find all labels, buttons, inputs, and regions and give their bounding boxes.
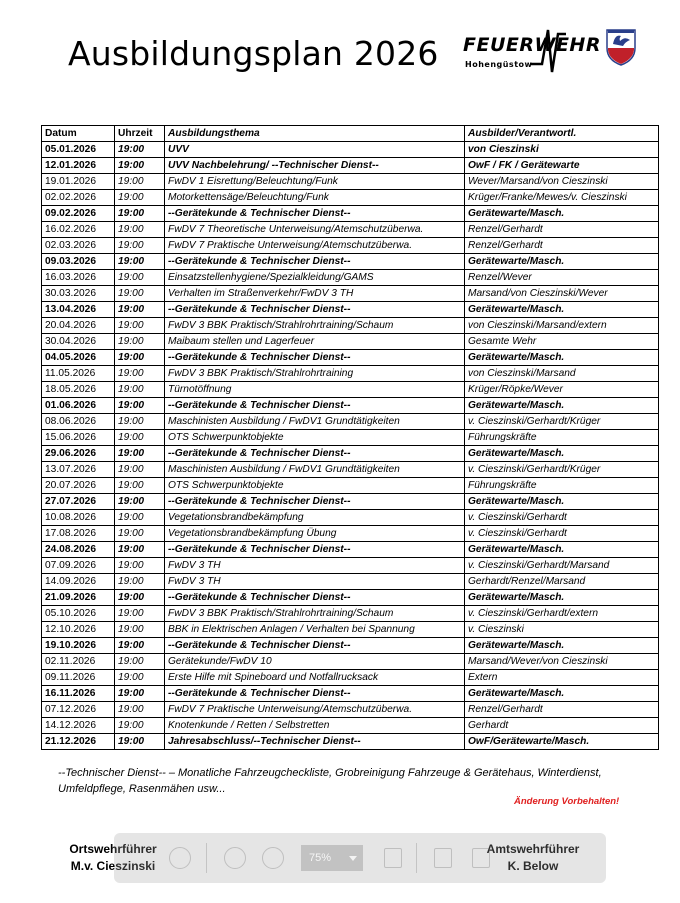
topic-cell: FwDV 7 Praktische Unterweisung/Atemschutzüberwa. [165,238,465,254]
table-row [42,270,659,286]
topic-cell: --Gerätekunde & Technischer Dienst-- [165,350,465,366]
table-row [42,654,659,670]
responsible-cell: von Cieszinski/Marsand [465,366,659,382]
time-cell: 19:00 [115,174,165,190]
time-cell: 19:00 [115,638,165,654]
time-cell: 19:00 [115,542,165,558]
time-cell: 19:00 [115,286,165,302]
table-row [42,222,659,238]
table-row [42,558,659,574]
responsible-cell: Renzel/Gerhardt [465,702,659,718]
responsible-cell: Gerätewarte/Masch. [465,350,659,366]
table-row [42,398,659,414]
time-cell: 19:00 [115,206,165,222]
date-cell: 07.09.2026 [42,558,115,574]
table-row [42,174,659,190]
responsible-cell: Gesamte Wehr [465,334,659,350]
responsible-cell: Gerhardt/Renzel/Marsand [465,574,659,590]
table-row [42,206,659,222]
toolbar-divider [416,843,417,873]
logo-brand: FEUERWEHR [463,34,601,56]
date-cell: 20.04.2026 [42,318,115,334]
date-cell: 12.10.2026 [42,622,115,638]
topic-cell: Maschinisten Ausbildung / FwDV1 Grundtätigkeiten [165,462,465,478]
time-cell: 19:00 [115,158,165,174]
topic-cell: FwDV 3 BBK Praktisch/Strahlrohrtraining [165,366,465,382]
table-row [42,526,659,542]
time-cell: 19:00 [115,670,165,686]
table-row [42,574,659,590]
topic-cell: FwDV 3 BBK Praktisch/Strahlrohrtraining/Schaum [165,318,465,334]
table-row [42,254,659,270]
responsible-cell: Gerätewarte/Masch. [465,590,659,606]
time-cell: 19:00 [115,686,165,702]
table-row [42,510,659,526]
pdf-viewer-toolbar [114,833,606,883]
table-row [42,686,659,702]
responsible-cell: Renzel/Gerhardt [465,238,659,254]
topic-cell: --Gerätekunde & Technischer Dienst-- [165,398,465,414]
fire-department-logo [460,24,640,80]
date-cell: 29.06.2026 [42,446,115,462]
responsible-cell: Wever/Marsand/von Cieszinski [465,174,659,190]
table-row [42,718,659,734]
table-row [42,542,659,558]
topic-cell: --Gerätekunde & Technischer Dienst-- [165,494,465,510]
signature-right-name: K. Below [507,859,559,873]
topic-cell: --Gerätekunde & Technischer Dienst-- [165,590,465,606]
logo-location: Hohengüstow [465,60,533,69]
date-cell: 02.03.2026 [42,238,115,254]
date-cell: 17.08.2026 [42,526,115,542]
responsible-cell: Gerätewarte/Masch. [465,638,659,654]
table-row [42,158,659,174]
date-cell: 21.12.2026 [42,734,115,750]
topic-cell: OTS Schwerpunktobjekte [165,478,465,494]
date-cell: 14.12.2026 [42,718,115,734]
table-row [42,702,659,718]
time-cell: 19:00 [115,190,165,206]
time-cell: 19:00 [115,494,165,510]
time-cell: 19:00 [115,334,165,350]
signature-right-role: Amtswehrführer [486,842,580,856]
table-row [42,414,659,430]
date-cell: 02.02.2026 [42,190,115,206]
date-cell: 09.02.2026 [42,206,115,222]
table-row [42,382,659,398]
table-row [42,590,659,606]
time-cell: 19:00 [115,222,165,238]
responsible-cell: von Cieszinski [465,142,659,158]
signature-left-role: Ortswehrführer [69,842,157,856]
header-responsible: Ausbilder/Verantwortl. [465,126,659,142]
header-date: Datum [42,126,115,142]
time-cell: 19:00 [115,622,165,638]
change-notice: Änderung Vorbehalten! [514,796,620,807]
time-cell: 19:00 [115,270,165,286]
footnote: --Technischer Dienst-- – Monatliche Fahrzeugcheckliste, Grobreinigung Fahrzeuge & Gerätehaus, Winterdienst, Umfeldpflege, Rasenmähen usw... [58,767,602,795]
chevron-down-icon [349,856,357,861]
responsible-cell: v. Cieszinski/Gerhardt/Krüger [465,414,659,430]
date-cell: 20.07.2026 [42,478,115,494]
responsible-cell: Gerätewarte/Masch. [465,446,659,462]
date-cell: 09.11.2026 [42,670,115,686]
topic-cell: --Gerätekunde & Technischer Dienst-- [165,638,465,654]
time-cell: 19:00 [115,702,165,718]
date-cell: 30.04.2026 [42,334,115,350]
responsible-cell: Marsand/von Cieszinski/Wever [465,286,659,302]
page-title: Ausbildungsplan 2026 [68,34,439,73]
time-cell: 19:00 [115,398,165,414]
responsible-cell: Führungskräfte [465,478,659,494]
responsible-cell: Gerätewarte/Masch. [465,398,659,414]
table-row [42,238,659,254]
page-view-icon[interactable] [384,848,402,868]
topic-cell: Verhalten im Straßenverkehr/FwDV 3 TH [165,286,465,302]
responsible-cell: Renzel/Wever [465,270,659,286]
responsible-cell: Gerätewarte/Masch. [465,494,659,510]
responsible-cell: Marsand/Wever/von Cieszinski [465,654,659,670]
responsible-cell: Gerhardt [465,718,659,734]
topic-cell: Motorkettensäge/Beleuchtung/Funk [165,190,465,206]
responsible-cell: OwF / FK / Gerätewarte [465,158,659,174]
responsible-cell: v. Cieszinski/Gerhardt/extern [465,606,659,622]
topic-cell: Türnotöffnung [165,382,465,398]
responsible-cell: Krüger/Franke/Mewes/v. Cieszinski [465,190,659,206]
time-cell: 19:00 [115,590,165,606]
table-row [42,670,659,686]
topic-cell: FwDV 7 Praktische Unterweisung/Atemschutzüberwa. [165,702,465,718]
zoom-in-icon[interactable] [262,847,284,869]
date-cell: 19.01.2026 [42,174,115,190]
date-cell: 16.11.2026 [42,686,115,702]
topic-cell: UVV Nachbelehrung/ --Technischer Dienst-- [165,158,465,174]
responsible-cell: Gerätewarte/Masch. [465,254,659,270]
responsible-cell: Gerätewarte/Masch. [465,206,659,222]
topic-cell: Maschinisten Ausbildung / FwDV1 Grundtätigkeiten [165,414,465,430]
download-icon[interactable] [434,848,452,868]
time-cell: 19:00 [115,574,165,590]
table-row [42,302,659,318]
table-header-row [42,126,659,142]
topic-cell: BBK in Elektrischen Anlagen / Verhalten bei Spannung [165,622,465,638]
table-row [42,286,659,302]
time-cell: 19:00 [115,254,165,270]
date-cell: 16.03.2026 [42,270,115,286]
table-row [42,430,659,446]
zoom-level: 75% [309,852,332,864]
date-cell: 27.07.2026 [42,494,115,510]
table-row [42,446,659,462]
topic-cell: Jahresabschluss/--Technischer Dienst-- [165,734,465,750]
date-cell: 01.06.2026 [42,398,115,414]
topic-cell: FwDV 3 TH [165,574,465,590]
table-row [42,494,659,510]
time-cell: 19:00 [115,238,165,254]
table-row [42,734,659,750]
time-cell: 19:00 [115,478,165,494]
topic-cell: FwDV 3 BBK Praktisch/Strahlrohrtraining/Schaum [165,606,465,622]
topic-cell: UVV [165,142,465,158]
zoom-select[interactable] [301,845,363,871]
date-cell: 05.10.2026 [42,606,115,622]
table-row [42,366,659,382]
date-cell: 09.03.2026 [42,254,115,270]
responsible-cell: v. Cieszinski/Gerhardt [465,510,659,526]
signature-left-name: M.v. Cieszinski [70,859,156,873]
time-cell: 19:00 [115,718,165,734]
time-cell: 19:00 [115,734,165,750]
responsible-cell: Gerätewarte/Masch. [465,542,659,558]
time-cell: 19:00 [115,462,165,478]
time-cell: 19:00 [115,446,165,462]
topic-cell: Knotenkunde / Retten / Selbstretten [165,718,465,734]
table-row [42,318,659,334]
topic-cell: Gerätekunde/FwDV 10 [165,654,465,670]
time-cell: 19:00 [115,510,165,526]
date-cell: 04.05.2026 [42,350,115,366]
header-topic: Ausbildungsthema [165,126,465,142]
time-cell: 19:00 [115,526,165,542]
table-row [42,606,659,622]
time-cell: 19:00 [115,382,165,398]
date-cell: 07.12.2026 [42,702,115,718]
table-row [42,478,659,494]
topic-cell: Vegetationsbrandbekämpfung [165,510,465,526]
lightning-icon [528,24,568,76]
responsible-cell: v. Cieszinski [465,622,659,638]
topic-cell: --Gerätekunde & Technischer Dienst-- [165,206,465,222]
responsible-cell: Renzel/Gerhardt [465,222,659,238]
table-row [42,622,659,638]
topic-cell: OTS Schwerpunktobjekte [165,430,465,446]
responsible-cell: Krüger/Röpke/Wever [465,382,659,398]
topic-cell: --Gerätekunde & Technischer Dienst-- [165,686,465,702]
topic-cell: --Gerätekunde & Technischer Dienst-- [165,542,465,558]
time-cell: 19:00 [115,318,165,334]
time-cell: 19:00 [115,350,165,366]
date-cell: 16.02.2026 [42,222,115,238]
zoom-out-icon[interactable] [224,847,246,869]
crest-shield-icon [605,28,637,66]
date-cell: 24.08.2026 [42,542,115,558]
topic-cell: Maibaum stellen und Lagerfeuer [165,334,465,350]
date-cell: 15.06.2026 [42,430,115,446]
date-cell: 05.01.2026 [42,142,115,158]
toolbar-divider [206,843,207,873]
topic-cell: Erste Hilfe mit Spineboard und Notfallrucksack [165,670,465,686]
training-schedule-table [41,125,659,750]
responsible-cell: Führungskräfte [465,430,659,446]
topic-cell: FwDV 7 Theoretische Unterweisung/Atemschutzüberwa. [165,222,465,238]
topic-cell: --Gerätekunde & Technischer Dienst-- [165,446,465,462]
topic-cell: Vegetationsbrandbekämpfung Übung [165,526,465,542]
date-cell: 19.10.2026 [42,638,115,654]
table-row [42,334,659,350]
responsible-cell: Gerätewarte/Masch. [465,686,659,702]
responsible-cell: OwF/Gerätewarte/Masch. [465,734,659,750]
date-cell: 08.06.2026 [42,414,115,430]
time-cell: 19:00 [115,142,165,158]
responsible-cell: v. Cieszinski/Gerhardt [465,526,659,542]
date-cell: 12.01.2026 [42,158,115,174]
table-row [42,638,659,654]
time-cell: 19:00 [115,414,165,430]
date-cell: 14.09.2026 [42,574,115,590]
table-row [42,142,659,158]
time-cell: 19:00 [115,654,165,670]
table-row [42,350,659,366]
time-cell: 19:00 [115,558,165,574]
date-cell: 11.05.2026 [42,366,115,382]
topic-cell: Einsatzstellenhygiene/Spezialkleidung/GAMS [165,270,465,286]
responsible-cell: Gerätewarte/Masch. [465,302,659,318]
date-cell: 10.08.2026 [42,510,115,526]
date-cell: 30.03.2026 [42,286,115,302]
date-cell: 21.09.2026 [42,590,115,606]
responsible-cell: von Cieszinski/Marsand/extern [465,318,659,334]
date-cell: 13.07.2026 [42,462,115,478]
date-cell: 02.11.2026 [42,654,115,670]
topic-cell: FwDV 3 TH [165,558,465,574]
time-cell: 19:00 [115,302,165,318]
table-row [42,190,659,206]
time-cell: 19:00 [115,606,165,622]
topic-cell: --Gerätekunde & Technischer Dienst-- [165,254,465,270]
table-row [42,462,659,478]
date-cell: 13.04.2026 [42,302,115,318]
header-time: Uhrzeit [115,126,165,142]
time-cell: 19:00 [115,430,165,446]
date-cell: 18.05.2026 [42,382,115,398]
responsible-cell: v. Cieszinski/Gerhardt/Marsand [465,558,659,574]
rotate-icon[interactable] [169,847,191,869]
responsible-cell: Extern [465,670,659,686]
print-icon[interactable] [472,848,490,868]
time-cell: 19:00 [115,366,165,382]
topic-cell: FwDV 1 Eisrettung/Beleuchtung/Funk [165,174,465,190]
topic-cell: --Gerätekunde & Technischer Dienst-- [165,302,465,318]
responsible-cell: v. Cieszinski/Gerhardt/Krüger [465,462,659,478]
